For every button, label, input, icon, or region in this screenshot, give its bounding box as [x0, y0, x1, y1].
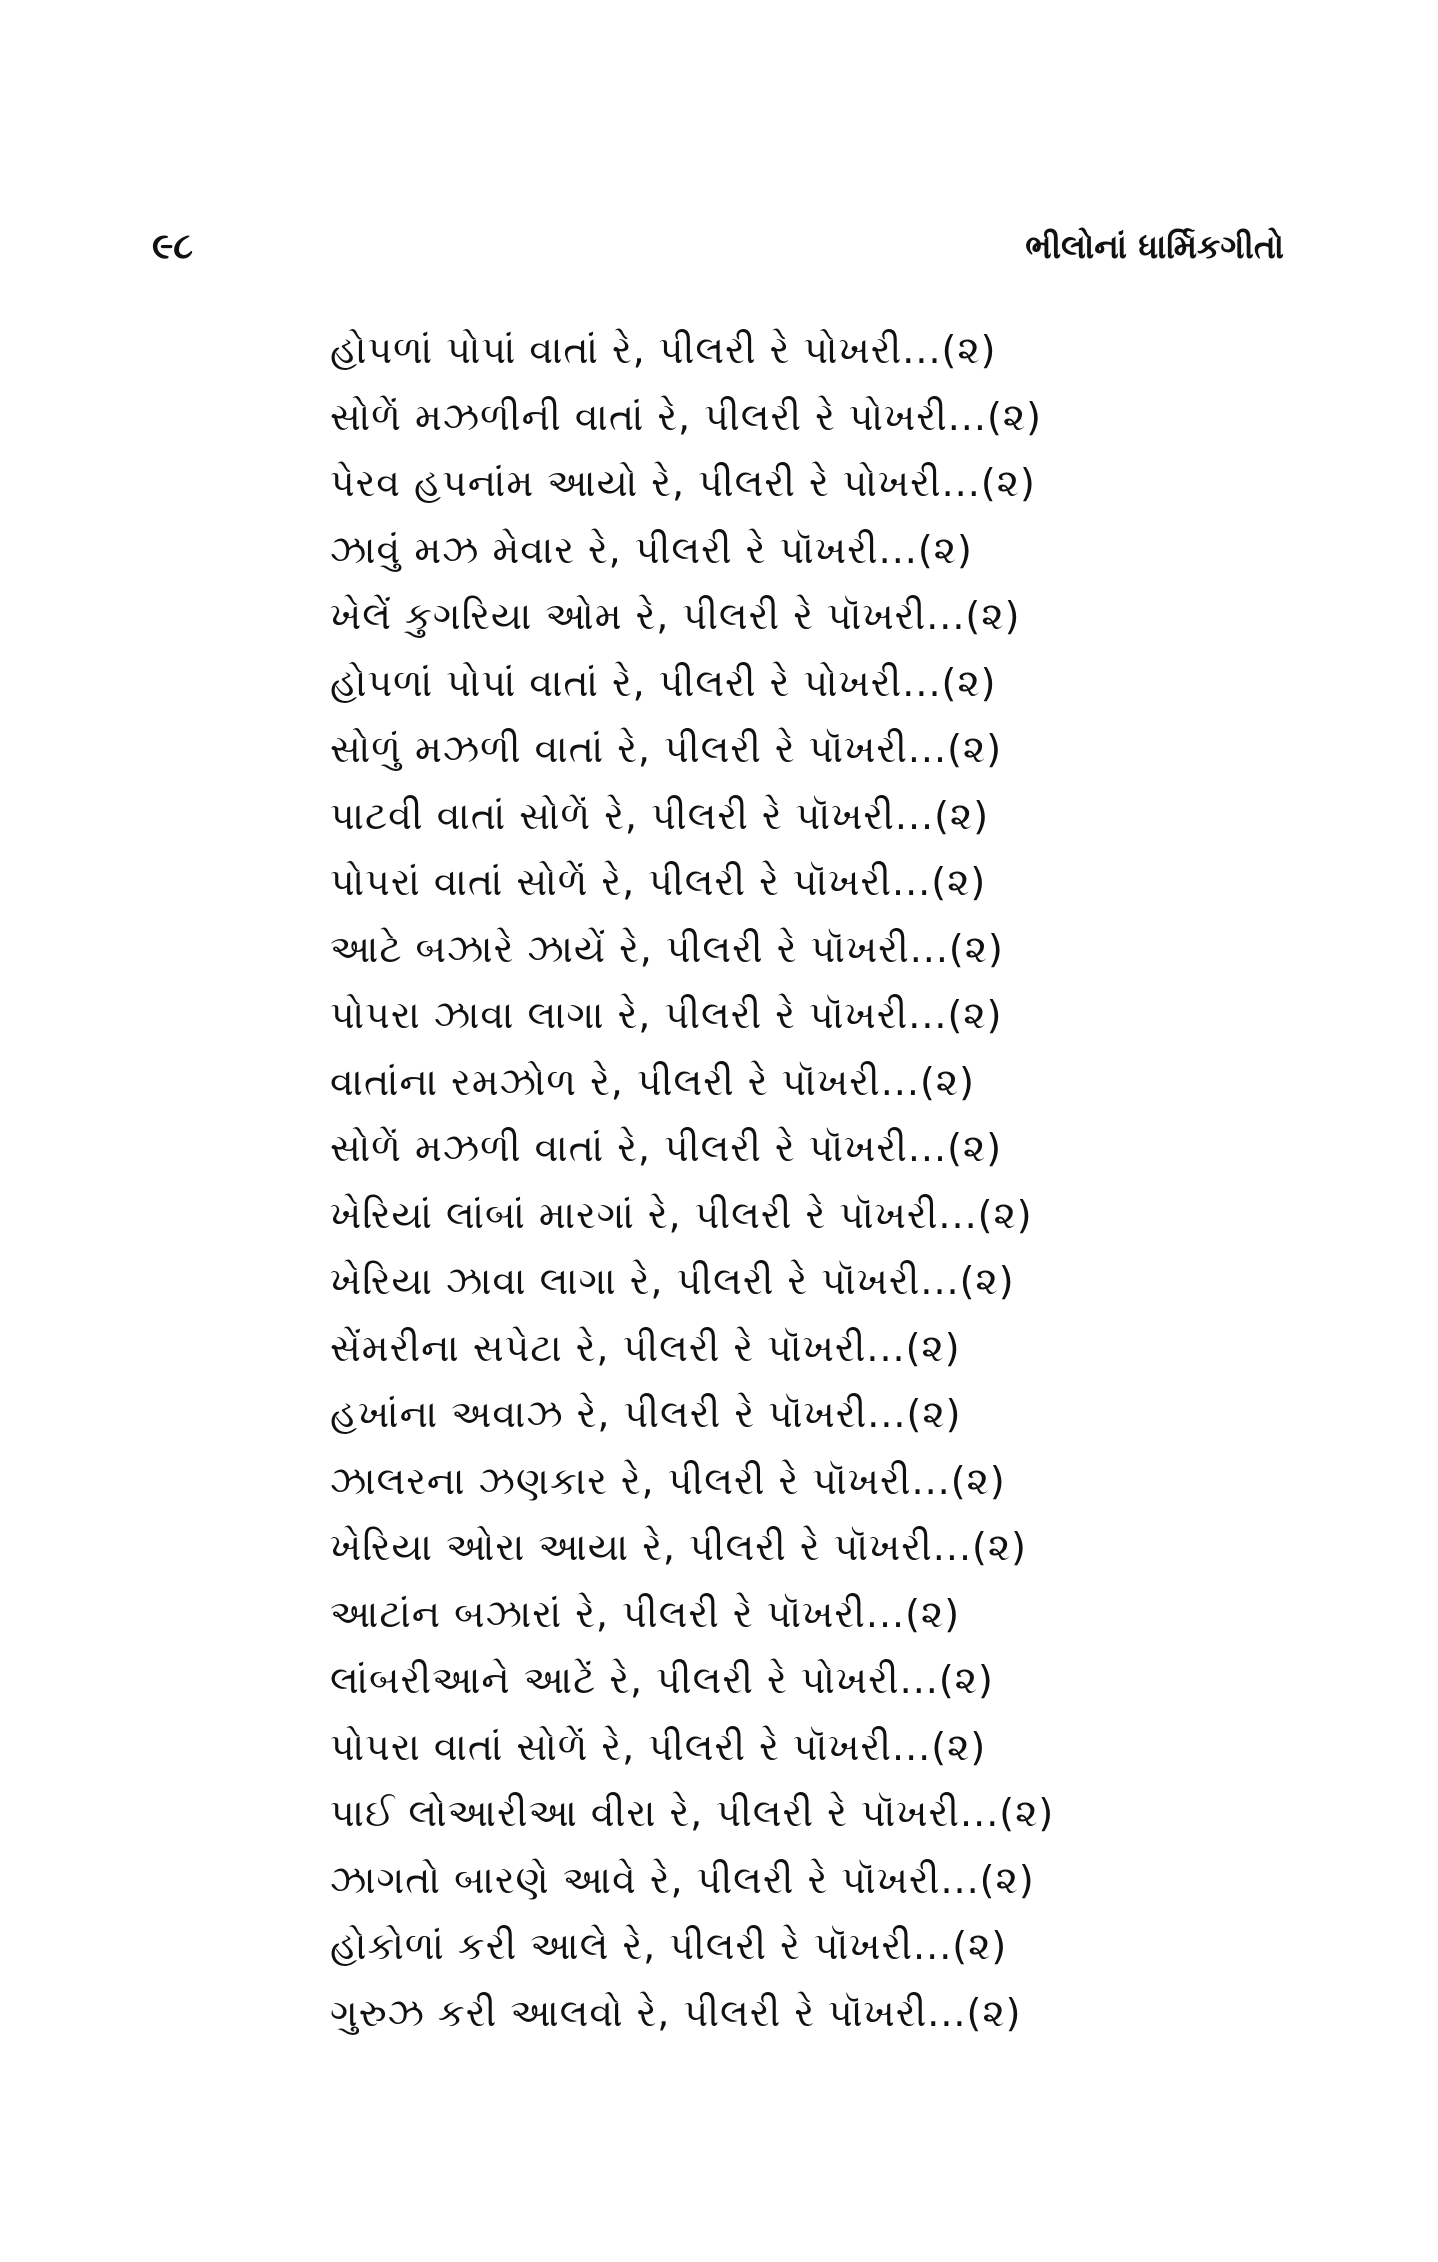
- running-title: ભીલોનાં ધાર્મિકગીતો: [1025, 227, 1284, 266]
- verse-line: પેરવ હપનાંમ આયો રે, પીલરી રે પોખરી...(૨): [330, 461, 1036, 505]
- verse-line: ખેલેં કુગરિયા ઓમ રે, પીલરી રે પૉખરી...(૨): [330, 594, 1021, 638]
- verse-line: હખાંના અવાઝ રે, પીલરી રે પૉખરી...(૨): [330, 1392, 962, 1436]
- verse-line: સોળેં મઝળી વાતાં રે, પીલરી રે પૉખરી...(૨): [330, 1126, 1003, 1170]
- page-number: ૯૮: [152, 226, 194, 267]
- verse-line: આટાંન બઝારાં રે, પીલરી રે પૉખરી...(૨): [330, 1591, 961, 1636]
- verse-line: પાટવી વાતાં સોળેં રે, પીલરી રે પૉખરી...(૨): [330, 793, 990, 838]
- verse-line: ખેરિયા ઝાવા લાગા રે, પીલરી રે પૉખરી...(૨): [330, 1259, 1015, 1303]
- verse-line: ઝાલરના ઝણકાર રે, પીલરી રે પૉખરી...(૨): [330, 1458, 1006, 1503]
- verse-line: પોપરાં વાતાં સોળેં રે, પીલરી રે પૉખરી...(૨): [330, 860, 987, 904]
- verse-line: ઝાગતો બારણે આવે રે, પીલરી રે પૉખરી...(૨): [330, 1857, 1035, 1902]
- verse-line: ગુરુઝ કરી આલવો રે, પીલરી રે પૉખરી...(૨): [330, 1990, 1022, 2035]
- verse-line: હોપળાં પોપાં વાતાં રે, પીલરી રે પોખરી...(૨): [330, 328, 997, 372]
- song-verses: [330, 317, 1230, 2046]
- verse-line: હોકોળાં કરી આલે રે, પીલરી રે પૉખરી...(૨): [330, 1924, 1008, 1968]
- verse-line: પોપરા ઝાવા લાગા રે, પીલરી રે પૉખરી...(૨): [330, 993, 1003, 1037]
- verse-line: ઝાવું મઝ મેવાર રે, પીલરી રે પૉખરી...(૨): [330, 527, 973, 572]
- verse-line: પોપરા વાતાં સોળેં રે, પીલરી રે પૉખરી...(૨): [330, 1724, 987, 1769]
- verse-line: ખેરિયાં લાંબાં મારગાં રે, પીલરી રે પૉખરી...(૨): [330, 1192, 1033, 1237]
- page-header: [152, 222, 1284, 272]
- verse-line: લાંબરીઆને આટેં રે, પીલરી રે પોખરી...(૨): [330, 1658, 994, 1702]
- verse-line: સેંમરીના સપેટા રે, પીલરી રે પૉખરી...(૨): [330, 1325, 961, 1370]
- verse-line: આટે બઝારે ઝાયેં રે, પીલરી રે પૉખરી...(૨): [330, 926, 1004, 971]
- verse-line: ખેરિયા ઓરા આયા રે, પીલરી રે પૉખરી...(૨): [330, 1525, 1027, 1569]
- verse-line: વાતાંના રમઝોળ રે, પીલરી રે પૉખરી...(૨): [330, 1059, 975, 1104]
- verse-line: સોળું મઝળી વાતાં રે, પીલરી રે પૉખરી...(૨): [330, 727, 1003, 771]
- verse-line: હોપળાં પોપાં વાતાં રે, પીલરી રે પોખરી...(૨): [330, 660, 997, 705]
- verse-line: સોળેં મઝળીની વાતાં રે, પીલરી રે પોખરી...(૨): [330, 394, 1042, 439]
- verse-line: પાઈ લોઆરીઆ વીરા રે, પીલરી રે પૉખરી...(૨): [330, 1791, 1055, 1835]
